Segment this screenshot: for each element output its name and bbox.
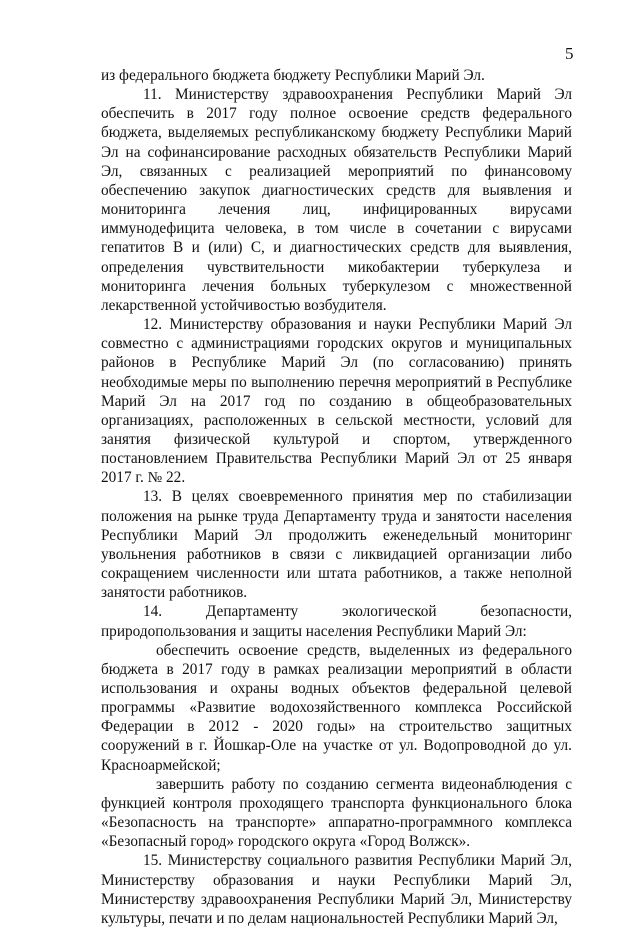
document-body: [101, 66, 572, 928]
paragraph-item-14: 14. Департаменту экологической безопасности, природопользования и защиты населения Республики Марий Эл:: [101, 603, 572, 640]
paragraph-item-11: 11. Министерству здравоохранения Республики Марий Эл обеспечить в 2017 году полное освоение средств федерального бюджета, выделяемых республиканскому бюджету Республики Марий Эл на софинансирование расходных обязательств Республики Марий Эл, связанных с реализацией мероприятий по финансовому обеспечению закупок диагностических средств для выявления и мониторинга лечения лиц, инфицированных вирусами иммунодефицита человека, в том числе в сочетании с вирусами гепатитов В и (или) С, и диагностических средств для выявления, определения чувствительности микобактерии туберкулеза и мониторинга лечения больных туберкулезом с множественной лекарственной устойчивостью возбудителя.: [101, 86, 572, 314]
page-number: 5: [565, 44, 574, 63]
paragraph-item-13: 13. В целях своевременного принятия мер по стабилизации положения на рынке труда Департаменту труда и занятости населения Республики Марий Эл продолжить еженедельный мониторинг увольнения работников в связи с ликвидацией организации либо сокращением численности или штата работников, а также неполной занятости работников.: [101, 488, 572, 602]
paragraph-item-14-sub-2: завершить работу по созданию сегмента видеонаблюдения с функцией контроля проходящего транспорта функционального блока «Безопасность на транспорте» аппаратно-программного комплекса «Безопасный город» городского округа «Город Волжск».: [101, 775, 572, 851]
paragraph-continuation: из федерального бюджета бюджету Республики Марий Эл.: [101, 67, 485, 84]
paragraph-item-14-sub-1: обеспечить освоение средств, выделенных из федерального бюджета в 2017 году в рамках реализации мероприятий в области использования и охраны водных объектов федеральной целевой программы «Развитие водохозяйственного комплекса Российской Федерации в 2012 - 2020 годы» на строительство защитных сооружений в г. Йошкар-Оле на участке от ул. Водопроводной до ул. Красноармейской;: [101, 641, 572, 774]
paragraph-item-15: 15. Министерству социального развития Республики Марий Эл, Министерству образования и науки Республики Марий Эл, Министерству здравоохранения Республики Марий Эл, Министерству культуры, печати и по делам национальностей Республики Марий Эл,: [101, 852, 572, 927]
paragraph-item-12: 12. Министерству образования и науки Республики Марий Эл совместно с администрациями городских округов и муниципальных районов в Республике Марий Эл (по согласованию) принять необходимые меры по выполнению перечня мероприятий в Республике Марий Эл на 2017 год по созданию в общеобразовательных организациях, расположенных в сельской местности, условий для занятия физической культурой и спортом, утвержденного постановлением Правительства Республики Марий Эл от 25 января 2017 г. № 22.: [101, 316, 572, 487]
